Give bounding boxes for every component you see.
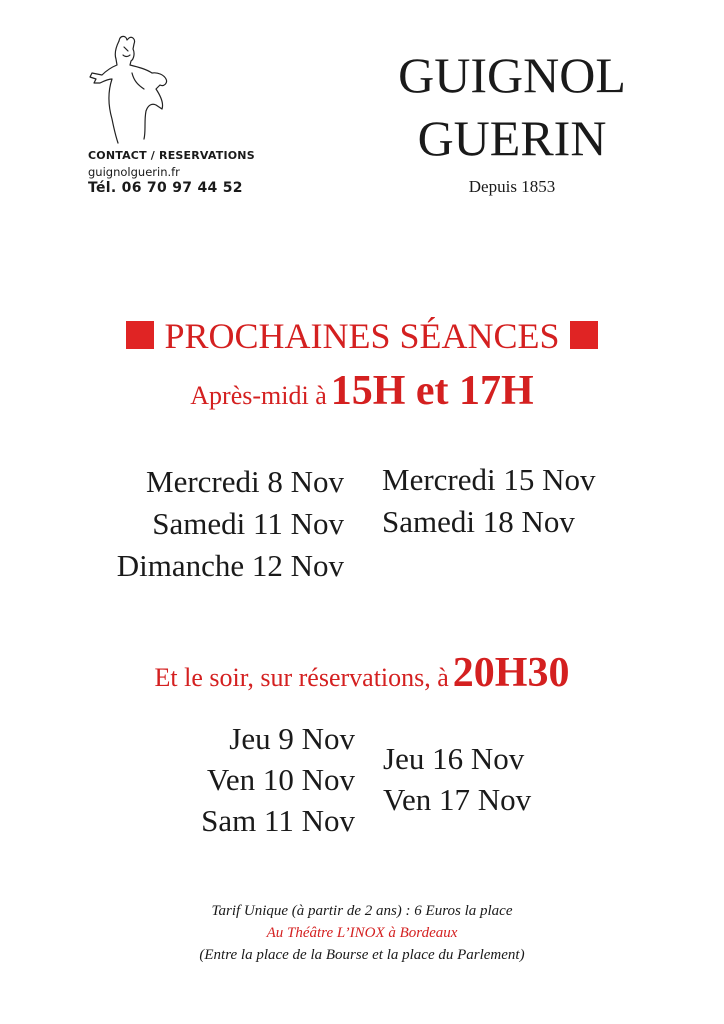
- afternoon-date: Samedi 18 Nov: [382, 504, 575, 539]
- evening-times: [0, 648, 724, 707]
- afternoon-date: Dimanche 12 Nov: [116, 548, 344, 583]
- afternoon-date: Samedi 11 Nov: [152, 506, 344, 541]
- evening-date: Jeu 16 Nov: [383, 741, 525, 776]
- since-date: Depuis 1853: [468, 177, 556, 196]
- afternoon-intro: Après-midi à: [190, 381, 327, 410]
- phone-number[interactable]: Tél. 06 70 97 44 52: [88, 180, 243, 196]
- evening-date: Sam 11 Nov: [201, 803, 355, 838]
- square-bullet-icon: [570, 321, 598, 349]
- evening-intro: Et le soir, sur réservations, à: [154, 663, 449, 692]
- evening-date: Ven 17 Nov: [383, 782, 532, 817]
- afternoon-hours: 15H et 17H: [330, 368, 534, 414]
- price-info: Tarif Unique (à partir de 2 ans) : 6 Euros la place: [211, 903, 513, 919]
- square-bullet-icon: [126, 321, 154, 349]
- title-line-1: GUIGNOL: [398, 47, 626, 103]
- evening-date: Jeu 9 Nov: [229, 721, 355, 756]
- contact-title: CONTACT / RESERVATIONS: [88, 149, 255, 162]
- sessions-heading-text: PROCHAINES SÉANCES: [164, 316, 560, 356]
- sessions-heading: [0, 314, 724, 358]
- venue-info: Au Théâtre L’INOX à Bordeaux: [266, 925, 458, 941]
- afternoon-times: [0, 366, 724, 425]
- location-info: (Entre la place de la Bourse et la place du Parlement): [199, 947, 525, 963]
- afternoon-date: Mercredi 15 Nov: [382, 462, 596, 497]
- title-line-2: GUERIN: [417, 110, 607, 166]
- evening-date: Ven 10 Nov: [206, 762, 355, 797]
- evening-hour: 20H30: [452, 650, 570, 696]
- afternoon-date: Mercredi 8 Nov: [146, 464, 344, 499]
- website-link[interactable]: guignolguerin.fr: [88, 165, 180, 179]
- guignol-puppet-logo: [86, 33, 176, 145]
